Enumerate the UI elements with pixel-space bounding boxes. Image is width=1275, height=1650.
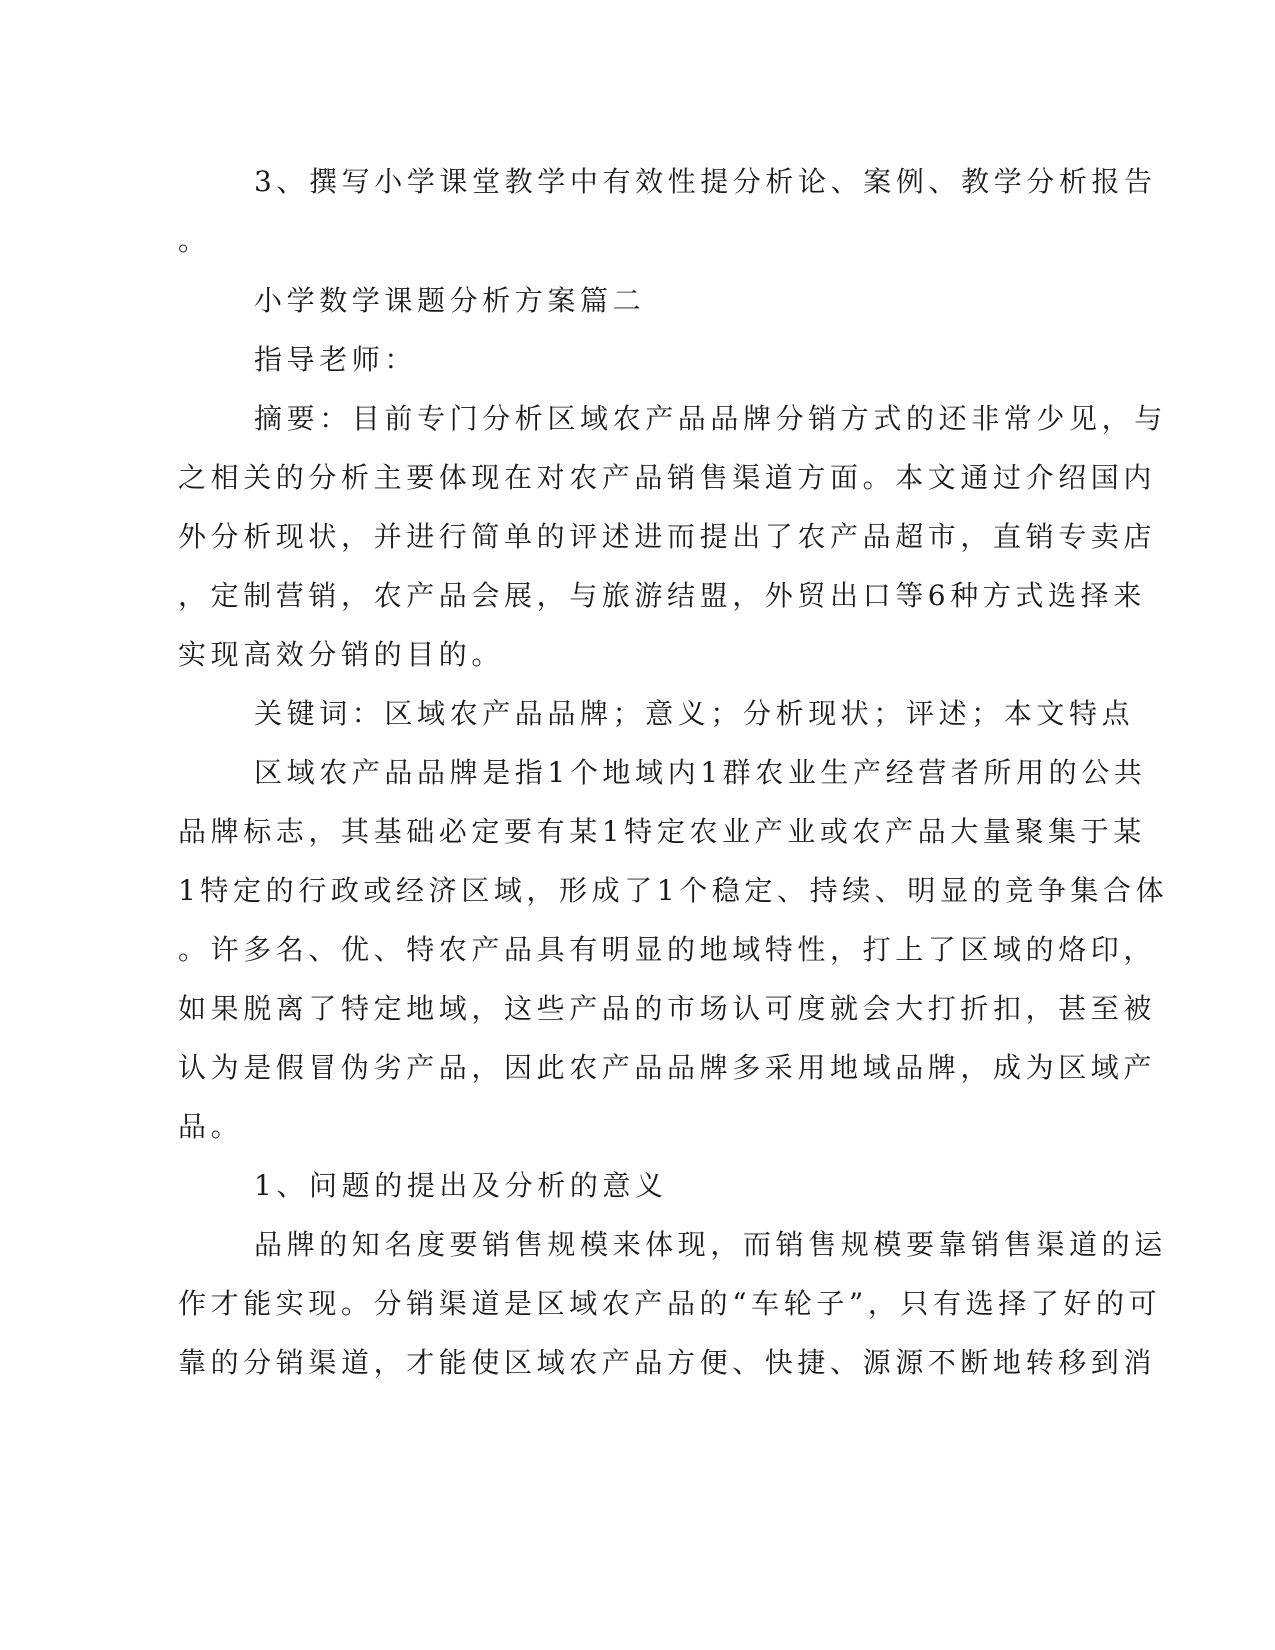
text-line-list-item-3: 3、撰写小学课堂教学中有效性提分析论、案例、教学分析报告 — [254, 165, 1157, 198]
section-heading: 小学数学课题分析方案篇二 — [254, 284, 646, 317]
advisor-label: 指导老师： — [254, 343, 418, 376]
subsection-heading: 1、问题的提出及分析的意义 — [254, 1169, 668, 1202]
body-paragraph-line: 区域农产品品牌是指1个地域内1群农业生产经营者所用的公共 — [254, 756, 1147, 789]
text-line-continuation: 。 — [178, 224, 211, 257]
keywords-line: 关键词：区域农产品品牌；意义；分析现状；评述；本文特点 — [254, 697, 1135, 730]
body-paragraph-line: 作才能实现。分销渠道是区域农产品的“车轮子”，只有选择了好的可 — [178, 1287, 1162, 1320]
abstract-line: ，定制营销，农产品会展，与旅游结盟，外贸出口等6种方式选择来 — [178, 579, 1146, 612]
abstract-line: 之相关的分析主要体现在对农产品销售渠道方面。本文通过介绍国内 — [178, 461, 1157, 494]
body-paragraph-line: 如果脱离了特定地域，这些产品的市场认可度就会大打折扣，甚至被 — [178, 992, 1157, 1025]
body-paragraph-line: 1特定的行政或经济区域，形成了1个稳定、持续、明显的竞争集合体 — [178, 874, 1169, 907]
abstract-line: 摘要：目前专门分析区域农产品品牌分销方式的还非常少见，与 — [254, 402, 1167, 435]
body-paragraph-line: 品。 — [178, 1110, 244, 1143]
body-paragraph-line: 品牌标志，其基础必定要有某1特定农业产业或农产品大量聚集于某 — [178, 815, 1146, 848]
body-paragraph-line: 靠的分销渠道，才能使区域农产品方便、快捷、源源不断地转移到消 — [178, 1346, 1157, 1379]
abstract-line: 外分析现状，并进行简单的评述进而提出了农产品超市，直销专卖店 — [178, 520, 1157, 553]
body-paragraph-line: 。许多名、优、特农产品具有明显的地域特性，打上了区域的烙印， — [178, 933, 1157, 966]
abstract-line: 实现高效分销的目的。 — [178, 638, 505, 671]
body-paragraph-line: 认为是假冒伪劣产品，因此农产品品牌多采用地域品牌，成为区域产 — [178, 1051, 1157, 1084]
body-paragraph-line: 品牌的知名度要销售规模来体现，而销售规模要靠销售渠道的运 — [254, 1228, 1167, 1261]
